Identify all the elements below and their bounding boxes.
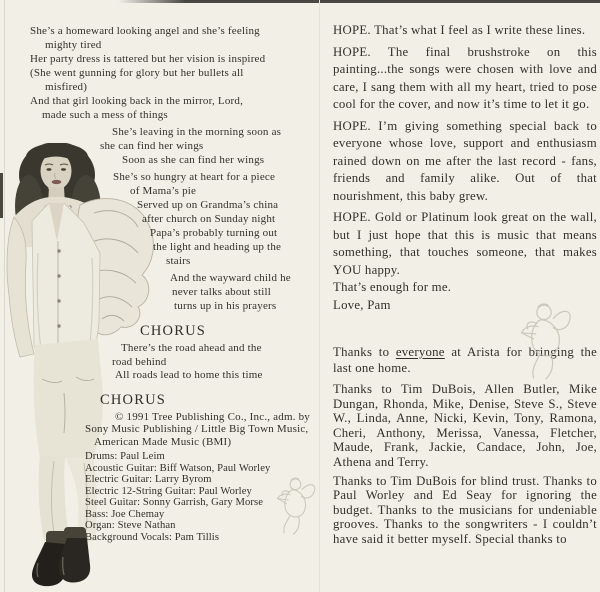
letter-paragraph: HOPE. I’m giving something special back to everyone whose love, support and enthusiasm rained down on me after the last record - fans, friends and family alike. Out of that nourishment, this baby grew.: [333, 118, 597, 203]
chorus-heading: CHORUS: [100, 391, 167, 408]
thanks-names-paragraph: Thanks to Tim DuBois, Allen Butler, Mike Dungan, Rhonda, Mike, Denise, Steve S., Steve W., Linda, Anne, Nicki, Kevin, Tony, Ramona, Cheri, Anthony, Merissa, Vanessa, Fletcher, Maude, Frank, Jackie, Candace, John, Joe, Athena and Terry.: [333, 382, 597, 469]
letter-column: [333, 22, 597, 547]
lyric-line: All roads lead to home this time: [115, 369, 263, 381]
credit-line: Electric Guitar: Larry Byrom: [85, 474, 212, 486]
lyric-line: Soon as she can find her wings: [122, 154, 265, 166]
lyric-line: the light and heading up the: [153, 241, 282, 253]
letter-paragraph: HOPE. That’s what I feel as I write these lines.: [333, 23, 586, 37]
credit-line: Drums: Paul Leim: [85, 451, 165, 463]
lyric-line: stairs: [166, 255, 191, 267]
letter-paragraph: HOPE. The final brushstroke on this painting...the songs were chosen with love and care, I sang them with all my heart, tried to pose cool for the cover, and now it’s time to let it go.: [333, 44, 597, 111]
signature: Love, Pam: [333, 297, 391, 312]
thanks-emphasis: everyone: [395, 345, 445, 359]
credit-line: Acoustic Guitar: Biff Watson, Paul Worley: [85, 462, 271, 474]
publishing-line: © 1991 Tree Publishing Co., Inc., adm. by: [115, 410, 311, 423]
publishing-line: Sony Music Publishing / Little Big Town Music,: [85, 423, 309, 436]
lyric-line: She’s a homeward looking angel and she’s feeling: [30, 25, 260, 37]
lyric-line: she can find her wings: [100, 140, 204, 152]
publishing-line: American Made Music (BMI): [94, 435, 232, 448]
lyric-line: There’s the road ahead and the: [121, 342, 262, 354]
lyric-line: made such a mess of things: [42, 109, 168, 121]
lyric-line: road behind: [112, 355, 167, 368]
lyric-line: never talks about still: [172, 286, 271, 298]
cherub-icon: [513, 299, 575, 381]
lyric-line: Papa’s probably turning out: [150, 227, 278, 239]
lyric-line: She’s so hungry at heart for a piece: [113, 171, 276, 183]
lyric-line: Served up on Grandma’s china: [137, 199, 279, 211]
chorus-heading: CHORUS: [140, 323, 207, 339]
credit-line: Background Vocals: Pam Tillis: [85, 531, 220, 543]
letter-paragraph: HOPE. Gold or Platinum look great on the wall, but I just hope that this is music that means something, that touches someone, that makes YOU happy.: [333, 210, 597, 277]
lyric-line: of Mama’s pie: [130, 185, 197, 197]
lyric-line: after church on Sunday night: [142, 213, 276, 225]
letter-closing: That’s enough for me.: [333, 280, 452, 294]
publishing-notice: [30, 411, 330, 449]
boots: [32, 538, 90, 586]
lyric-line: She’s leaving in the morning soon as: [112, 126, 282, 138]
lyric-line: And that girl looking back in the mirror, Lord,: [30, 95, 244, 107]
lyric-line: turns up in his prayers: [174, 300, 277, 312]
thanks-prefix: Thanks to: [333, 345, 396, 359]
lyric-line: misfired): [45, 81, 88, 93]
thanks-suffix: at Arista for bringing the last one home.: [333, 345, 597, 375]
lyric-line: And the wayward child he: [170, 272, 291, 284]
credit-line: Electric 12-String Guitar: Paul Worley: [85, 485, 252, 497]
credit-line: Organ: Steve Nathan: [85, 520, 176, 532]
lyric-line: (She went gunning for glory but her bullets all: [30, 67, 244, 79]
lyric-line: mighty tired: [45, 39, 102, 51]
credit-line: Steel Guitar: Sonny Garrish, Gary Morse: [85, 497, 264, 509]
credit-line: Bass: Joe Chemay: [85, 508, 165, 520]
cherub-icon: [268, 460, 320, 551]
lyric-line: Her party dress is tattered but her vision is inspired: [30, 53, 266, 65]
thanks-final-paragraph: Thanks to Tim DuBois for blind trust. Thanks to Paul Worley and Ed Seay for ignoring the budget. Thanks to the musicians for undeniable grooves. Thanks to the songwriters - I couldn’t have said it better myself. Special thanks to: [333, 473, 597, 546]
scan-edge-top: [118, 0, 600, 3]
